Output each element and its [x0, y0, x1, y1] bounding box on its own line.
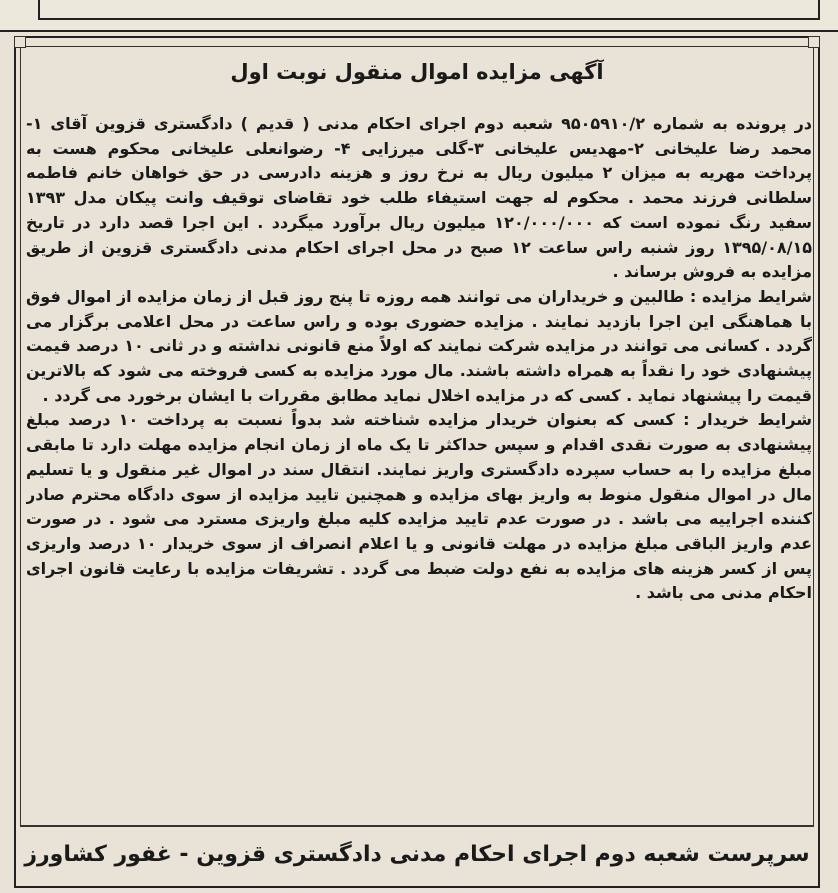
previous-ad-border [0, 0, 838, 32]
notice-body [26, 112, 812, 772]
frame-corner-ornament [14, 36, 26, 48]
notice-paragraph-auction-terms: شرایط مزایده : طالبین و خریداران می توانند همه روزه تا پنج روز قبل از زمان مزایده از اموال فوق با هماهنگی این اجرا بازدید نمایند . مزایده حضوری بوده و راس ساعت در محل اعلامی برگزار می گردد . کسانی می توانند در مزایده شرکت نمایند که اولاً منع قانونی نداشته و در ثانی ۱۰ درصد قیمت پیشنهادی خود را نقداً به همراه داشته باشند. مال مورد مزایده به کسی فروخته می شود که بالاترین قیمت را پیشنهاد نماید . کسی که در مزایده اخلال نماید مطابق مقررات با ایشان برخورد می گردد . [26, 286, 812, 405]
notice-paragraph-buyer-terms: شرایط خریدار : کسی که بعنوان خریدار مزایده شناخته شد بدواً نسبت به پرداخت ۱۰ درصد مبلغ پیشنهادی به صورت نقدی اقدام و سپس حداکثر تا یک ماه از زمان انجام مزایده مهلت دارد تا مابقی مبلغ مزایده را به حساب سپرده دادگستری واریز نمایند. انتقال سند در اموال غیر منقول و یا تسلیم مال در اموال منقول منوط به واریز بهای مزایده و همچنین تایید مزایده از سوی دادگاه محترم صادر کننده اجراییه می باشد . در صورت عدم تایید مزایده کلیه مبلغ واریزی مسترد می شود . در صورت عدم واریز الباقی مبلغ مزایده در مهلت قانونی و یا اعلام انصراف از سوی خریدار ۱۰ درصد واریزی پس از کسر هزینه های مزایده به نفع دولت ضبط می گردد . تشریفات مزایده با رعایت قانون اجرای احکام مدنی می باشد . [26, 410, 812, 603]
frame-corner-ornament [808, 36, 820, 48]
notice-title: آگهی مزایده اموال منقول نوبت اول [230, 60, 604, 84]
notice-paragraph-case: در پرونده به شماره ۹۵۰۵۹۱۰/۲ شعبه دوم اجرای احکام مدنی ( قدیم ) دادگستری قزوین آقای ۱- محمد رضا علیخانی ۲-مهدیس علیخانی ۳-گلی میرزایی ۴- رضوانعلی علیخانی محکوم هست به پرداخت مهریه به میزان ۲ میلیون ریال به نرخ روز و هزینه دادرسی در حق خواهان خانم فاطمه سلطانی فرزند محمد . محکوم له جهت استیفاء طلب خود تقاضای توقیف وانت پیکان مدل ۱۳۹۳ سفید رنگ نموده است که ۱۲۰/۰۰۰/۰۰۰ میلیون ریال برآورد میگردد . این اجرا قصد دارد در تاریخ ۱۳۹۵/۰۸/۱۵ روز شنبه راس ساعت ۱۲ صبح در محل اجرای احکام مدنی دادگستری قزوین از طریق مزایده به فروش برساند . [26, 114, 812, 282]
previous-ad-frame [38, 0, 820, 20]
notice-signature: سرپرست شعبه دوم اجرای احکام مدنی دادگستری قزوین - غفور کشاورز [20, 826, 814, 883]
